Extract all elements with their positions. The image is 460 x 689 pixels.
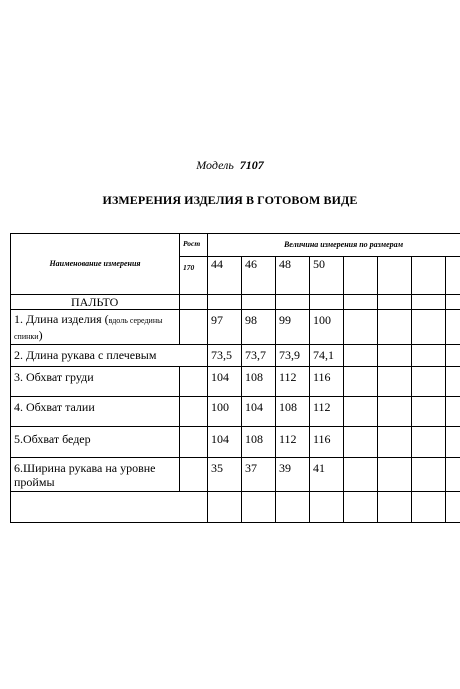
value-cell: 73,7	[242, 345, 276, 367]
empty-cell	[412, 427, 446, 458]
empty-cell	[208, 492, 242, 523]
value-cell: 108	[242, 427, 276, 458]
value-cell: 104	[208, 427, 242, 458]
value-cell: 73,5	[208, 345, 242, 367]
empty-cell	[276, 492, 310, 523]
empty-cell	[412, 397, 446, 427]
header-rost-value: 170	[180, 257, 208, 295]
empty-cell	[446, 257, 460, 295]
empty-cell	[242, 492, 276, 523]
empty-cell	[180, 427, 208, 458]
empty-cell	[344, 310, 378, 345]
page-title: ИЗМЕРЕНИЯ ИЗДЕЛИЯ В ГОТОВОМ ВИДЕ	[102, 193, 358, 207]
empty-cell	[412, 458, 446, 492]
value-cell: 39	[276, 458, 310, 492]
table-row	[11, 492, 460, 523]
empty-cell	[378, 458, 412, 492]
empty-cell	[446, 427, 460, 458]
model-number: 7107	[239, 158, 264, 172]
section-label: ПАЛЬТО	[11, 295, 180, 310]
measurements-table	[10, 233, 460, 523]
empty-cell	[344, 295, 378, 310]
empty-cell	[344, 427, 378, 458]
row-label: 3. Обхват груди	[11, 367, 180, 397]
empty-cell	[180, 458, 208, 492]
empty-cell	[446, 345, 460, 367]
empty-cell	[242, 295, 276, 310]
empty-cell	[378, 367, 412, 397]
empty-cell	[180, 367, 208, 397]
table-row	[11, 367, 460, 397]
table-row	[11, 458, 460, 492]
value-cell: 108	[242, 367, 276, 397]
empty-cell	[412, 295, 446, 310]
table-row	[11, 397, 460, 427]
row-label: 4. Обхват талии	[11, 397, 180, 427]
empty-cell	[378, 310, 412, 345]
empty-cell	[446, 310, 460, 345]
size-cell: 48	[276, 257, 310, 295]
value-cell: 116	[310, 367, 344, 397]
empty-cell	[310, 295, 344, 310]
empty-cell	[180, 397, 208, 427]
empty-cell	[208, 295, 242, 310]
empty-cell	[378, 295, 412, 310]
size-cell: 50	[310, 257, 344, 295]
empty-cell	[446, 492, 460, 523]
empty-cell	[378, 397, 412, 427]
empty-cell	[446, 458, 460, 492]
model-line	[0, 158, 460, 173]
empty-cell	[378, 345, 412, 367]
value-cell: 99	[276, 310, 310, 345]
empty-cell	[378, 257, 412, 295]
empty-cell	[344, 345, 378, 367]
row-label: 6.Ширина рукава на уровне проймы	[11, 458, 180, 492]
empty-cell	[412, 367, 446, 397]
value-cell: 35	[208, 458, 242, 492]
empty-cell	[446, 295, 460, 310]
value-cell: 100	[310, 310, 344, 345]
value-cell: 112	[276, 427, 310, 458]
empty-cell	[412, 345, 446, 367]
value-cell: 97	[208, 310, 242, 345]
empty-cell	[11, 492, 208, 523]
value-cell: 104	[208, 367, 242, 397]
empty-cell	[412, 492, 446, 523]
value-cell: 108	[276, 397, 310, 427]
empty-cell	[180, 310, 208, 345]
empty-cell	[344, 367, 378, 397]
empty-cell	[344, 257, 378, 295]
value-cell: 112	[310, 397, 344, 427]
empty-cell	[378, 492, 412, 523]
empty-cell	[412, 257, 446, 295]
table-row	[11, 345, 460, 367]
empty-cell	[276, 295, 310, 310]
empty-cell	[378, 427, 412, 458]
value-cell: 37	[242, 458, 276, 492]
empty-cell	[180, 295, 208, 310]
table-row	[11, 427, 460, 458]
empty-cell	[344, 458, 378, 492]
value-cell: 98	[242, 310, 276, 345]
value-cell: 74,1	[310, 345, 344, 367]
header-name: Наименование измерения	[11, 234, 180, 295]
row-label: 1. Длина изделия (вдоль середины спинки)	[11, 310, 180, 345]
empty-cell	[310, 492, 344, 523]
size-cell: 44	[208, 257, 242, 295]
empty-cell	[344, 492, 378, 523]
header-rost: Рост	[180, 234, 208, 257]
row-label: 5.Обхват бедер	[11, 427, 180, 458]
value-cell: 116	[310, 427, 344, 458]
header-sizes: Величина измерения по размерам	[208, 234, 460, 257]
model-label: Модель	[196, 158, 234, 172]
row-label: 2. Длина рукава с плечевым	[11, 345, 208, 367]
empty-cell	[412, 310, 446, 345]
empty-cell	[446, 367, 460, 397]
value-cell: 104	[242, 397, 276, 427]
value-cell: 112	[276, 367, 310, 397]
value-cell: 41	[310, 458, 344, 492]
table-row	[11, 310, 460, 345]
value-cell: 73,9	[276, 345, 310, 367]
size-cell: 46	[242, 257, 276, 295]
value-cell: 100	[208, 397, 242, 427]
empty-cell	[344, 397, 378, 427]
empty-cell	[446, 397, 460, 427]
